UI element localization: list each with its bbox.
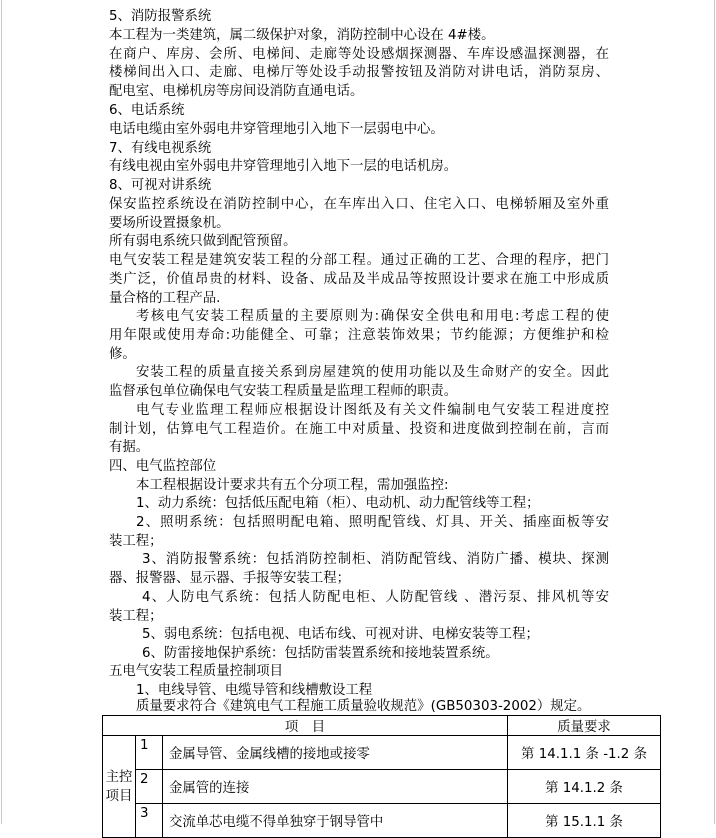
- paragraph-line: 所有弱电系统只做到配管预留。: [109, 234, 297, 249]
- paragraph-line: 在商户、库房、会所、电梯间、走廊等处设感烟探测器、车库设感温探测器，在: [109, 47, 609, 62]
- paragraph-line: 有线电视由室外弱电井穿管理地引入地下一层的电话机房。: [109, 159, 458, 174]
- row-requirement: 第 15.1.1 条: [508, 804, 661, 838]
- paragraph-line: 装工程；: [109, 609, 163, 624]
- paragraph-line: 安装工程的质量直接关系到房屋建筑的使用功能以及生命财产的安全。因此: [136, 365, 609, 380]
- list-item: 3、消防报警系统：包括消防控制柜、消防配管线、消防广播、模块、探测: [142, 552, 609, 567]
- paragraph-line: 修。: [109, 347, 136, 362]
- quality-control-table: [102, 715, 661, 838]
- paragraph-line: 本工程根据设计要求共有五个分项工程，需加强监控:: [136, 478, 449, 493]
- paragraph-line: 量合格的工程产品.: [109, 291, 221, 306]
- heading-video-intercom: 8、可视对讲系统: [109, 178, 212, 193]
- paragraph-line: 质量要求符合《建筑电气工程施工质量验收规范》(GB50303-2002）规定。: [136, 699, 591, 714]
- paragraph-line: 考核电气安装工程质量的主要原则为:确保安全供电和用电:考虑工程的使: [136, 309, 609, 324]
- page-edge-left: [1, 0, 2, 824]
- paragraph-line: 制计划，估算电气工程造价。在施工中对质量、投资和进度做到控制在前，言而: [109, 422, 609, 437]
- group-label-main-control: 主控项目: [103, 736, 136, 838]
- paragraph-line: 保安监控系统设在消防控制中心，在车库出入口、住宅入口、电梯轿厢及室外重: [109, 197, 609, 212]
- paragraph-line: 电气专业监理工程师应根据设计图纸及有关文件编制电气安装工程进度控: [136, 403, 609, 418]
- list-item: 6、防雷接地保护系统：包括防雷装置系统和接地装置系统。: [142, 646, 499, 661]
- paragraph-line: 要场所设置摄象机。: [109, 216, 230, 231]
- heading-telephone: 6、电话系统: [109, 103, 185, 118]
- table-row: [103, 804, 661, 838]
- paragraph-line: 用年限或使用寿命:功能健全、可靠；注意装饰效果；节约能源；方便维护和检: [109, 328, 609, 343]
- row-number: 3: [136, 804, 163, 838]
- header-item: 项 目: [103, 716, 508, 736]
- table-header-row: [103, 716, 661, 736]
- paragraph-line: 有据。: [109, 440, 150, 455]
- list-item: 4、人防电气系统：包括人防配电柜、人防配管线 、潜污泵、排风机等安: [142, 590, 609, 605]
- row-item: 金属管的连接: [163, 770, 508, 804]
- row-requirement: 第 14.1.1 条 -1.2 条: [508, 736, 661, 770]
- row-number: 2: [136, 770, 163, 804]
- heading-monitoring-parts: 四、电气监控部位: [109, 459, 217, 474]
- header-requirement: 质量要求: [508, 716, 661, 736]
- list-item: 5、弱电系统：包括电视、电话布线、可视对讲、电梯安装等工程；: [142, 627, 539, 642]
- row-requirement: 第 14.1.2 条: [508, 770, 661, 804]
- heading-fire-alarm: 5、消防报警系统: [109, 9, 212, 24]
- heading-cable-tv: 7、有线电视系统: [109, 141, 212, 156]
- paragraph-line: 本工程为一类建筑，属二级保护对象，消防控制中心设在 4#楼。: [109, 28, 495, 43]
- row-item: 交流单芯电缆不得单独穿于钢导管中: [163, 804, 508, 838]
- paragraph-line: 监督承包单位确保电气安装工程质量是监理工程师的职责。: [109, 384, 458, 399]
- page-edge-right: [714, 0, 715, 824]
- row-item: 金属导管、金属线槽的接地或接零: [163, 736, 508, 770]
- subheading-conduit-work: 1、电线导管、电缆导管和线槽敷设工程: [136, 683, 373, 698]
- paragraph-line: 器、报警器、显示器、手报等安装工程；: [109, 571, 351, 586]
- heading-quality-control-items: 五电气安装工程质量控制项目: [109, 664, 284, 679]
- paragraph-line: 电气安装工程是建筑安装工程的分部工程。通过正确的工艺、合理的程序，把门: [109, 253, 609, 268]
- paragraph-line: 配电室、电梯机房等房间设消防直通电话。: [109, 84, 364, 99]
- paragraph-line: 楼梯间出入口、走廊、电梯厅等处设手动报警按钮及消防对讲电话，消防泵房、: [109, 65, 609, 80]
- paragraph-line: 装工程；: [109, 534, 163, 549]
- list-item: 2、照明系统：包括照明配电箱、照明配管线、灯具、开关、插座面板等安: [136, 515, 609, 530]
- row-number: 1: [136, 736, 163, 770]
- paragraph-line: 类广泛，价值昂贵的材料、设备、成品及半成品等按照设计要求在施工中形成质: [109, 272, 609, 287]
- table-row: [103, 736, 661, 770]
- list-item: 1、动力系统：包括低压配电箱（柜）、电动机、动力配管线等工程；: [136, 496, 540, 511]
- paragraph-line: 电话电缆由室外弱电井穿管理地引入地下一层弱电中心。: [109, 122, 444, 137]
- table-row: [103, 770, 661, 804]
